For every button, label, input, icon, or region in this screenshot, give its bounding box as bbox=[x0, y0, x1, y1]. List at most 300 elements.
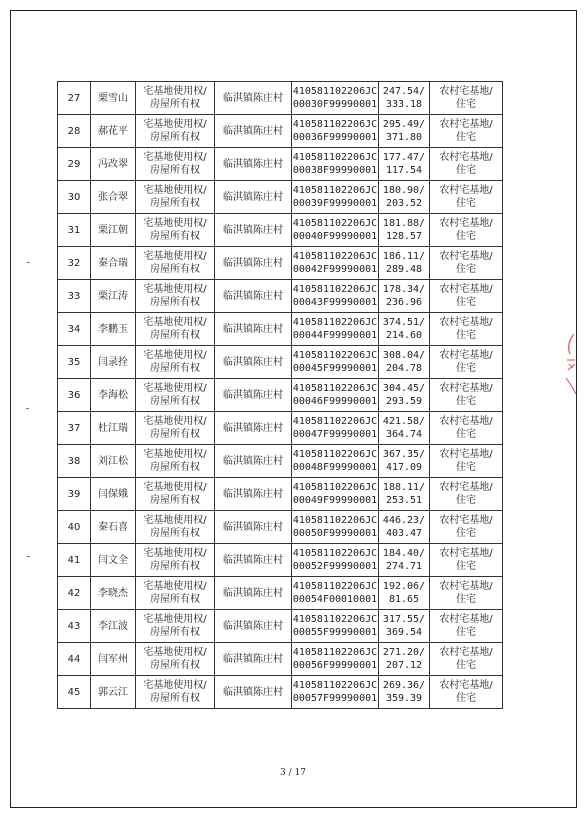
right-type-cell-line: 房屋所有权 bbox=[150, 627, 200, 638]
usage-cell bbox=[430, 412, 503, 445]
area-cell bbox=[379, 445, 430, 478]
area-cell-line: 446.23/ bbox=[382, 515, 426, 526]
unit-code-cell-line: 410581102206JC bbox=[292, 383, 378, 394]
right-type-cell-line: 房屋所有权 bbox=[150, 132, 200, 143]
row-number-cell: 37 bbox=[58, 412, 91, 445]
right-type-cell-line: 房屋所有权 bbox=[150, 363, 200, 374]
area-cell-line: 274.71 bbox=[385, 561, 423, 572]
area-cell-line: 204.78 bbox=[385, 363, 423, 374]
area-cell-line: 308.04/ bbox=[382, 350, 426, 361]
right-type-cell-line: 宅基地使用权/ bbox=[143, 251, 207, 262]
location-cell: 临淇镇陈庄村 bbox=[215, 214, 292, 247]
right-type-cell-line: 宅基地使用权/ bbox=[143, 581, 207, 592]
usage-cell bbox=[430, 82, 503, 115]
right-type-cell bbox=[136, 544, 215, 577]
location-cell: 临淇镇陈庄村 bbox=[215, 82, 292, 115]
usage-cell-line: 农村宅基地/ bbox=[439, 86, 493, 97]
area-cell-line: 192.06/ bbox=[382, 581, 426, 592]
area-cell bbox=[379, 643, 430, 676]
unit-code-cell bbox=[292, 544, 379, 577]
owner-name-cell: 郝花平 bbox=[91, 115, 136, 148]
unit-code-cell bbox=[292, 247, 379, 280]
usage-cell-line: 住宅 bbox=[456, 198, 476, 209]
usage-cell bbox=[430, 280, 503, 313]
right-type-cell-line: 宅基地使用权/ bbox=[143, 218, 207, 229]
area-cell bbox=[379, 577, 430, 610]
location-cell: 临淇镇陈庄村 bbox=[215, 577, 292, 610]
unit-code-cell bbox=[292, 676, 379, 709]
row-number-cell: 30 bbox=[58, 181, 91, 214]
unit-code-cell-line: 00044F99990001 bbox=[292, 330, 378, 341]
unit-code-cell-line: 00054F00010001 bbox=[292, 594, 378, 605]
right-type-cell-line: 宅基地使用权/ bbox=[143, 482, 207, 493]
usage-cell bbox=[430, 544, 503, 577]
unit-code-cell-line: 00030F99990001 bbox=[292, 99, 378, 110]
unit-code-cell-line: 410581102206JC bbox=[292, 218, 378, 229]
area-cell-line: 177.47/ bbox=[382, 152, 426, 163]
area-cell-line: 364.74 bbox=[385, 429, 423, 440]
row-number-cell: 39 bbox=[58, 478, 91, 511]
right-type-cell bbox=[136, 280, 215, 313]
right-type-cell-line: 宅基地使用权/ bbox=[143, 680, 207, 691]
area-cell bbox=[379, 247, 430, 280]
unit-code-cell bbox=[292, 511, 379, 544]
row-number-cell: 27 bbox=[58, 82, 91, 115]
table-row bbox=[58, 544, 503, 577]
usage-cell-line: 农村宅基地/ bbox=[439, 383, 493, 394]
usage-cell-line: 农村宅基地/ bbox=[439, 251, 493, 262]
page-number: 3 / 17 bbox=[280, 768, 306, 778]
area-cell-line: 271.20/ bbox=[382, 647, 426, 658]
area-cell-line: 333.18 bbox=[385, 99, 423, 110]
unit-code-cell bbox=[292, 181, 379, 214]
usage-cell bbox=[430, 214, 503, 247]
row-number-cell: 45 bbox=[58, 676, 91, 709]
table-row bbox=[58, 511, 503, 544]
usage-cell bbox=[430, 181, 503, 214]
location-cell: 临淇镇陈庄村 bbox=[215, 115, 292, 148]
area-cell bbox=[379, 544, 430, 577]
right-type-cell-line: 房屋所有权 bbox=[150, 495, 200, 506]
unit-code-cell-line: 00052F99990001 bbox=[292, 561, 378, 572]
area-cell bbox=[379, 610, 430, 643]
scan-mark bbox=[27, 556, 30, 557]
right-type-cell-line: 房屋所有权 bbox=[150, 594, 200, 605]
right-type-cell-line: 房屋所有权 bbox=[150, 561, 200, 572]
unit-code-cell-line: 410581102206JC bbox=[292, 515, 378, 526]
area-cell bbox=[379, 676, 430, 709]
right-type-cell bbox=[136, 82, 215, 115]
area-cell bbox=[379, 148, 430, 181]
owner-name-cell: 李晓杰 bbox=[91, 577, 136, 610]
usage-cell-line: 住宅 bbox=[456, 495, 476, 506]
owner-name-cell: 郭云江 bbox=[91, 676, 136, 709]
location-cell: 临淇镇陈庄村 bbox=[215, 544, 292, 577]
owner-name-cell: 闫军州 bbox=[91, 643, 136, 676]
unit-code-cell bbox=[292, 577, 379, 610]
usage-cell-line: 农村宅基地/ bbox=[439, 548, 493, 559]
right-type-cell-line: 房屋所有权 bbox=[150, 330, 200, 341]
usage-cell bbox=[430, 115, 503, 148]
area-cell-line: 184.40/ bbox=[382, 548, 426, 559]
right-type-cell-line: 房屋所有权 bbox=[150, 528, 200, 539]
right-type-cell-line: 宅基地使用权/ bbox=[143, 383, 207, 394]
usage-cell-line: 住宅 bbox=[456, 693, 476, 704]
usage-cell-line: 农村宅基地/ bbox=[439, 581, 493, 592]
row-number-cell: 28 bbox=[58, 115, 91, 148]
usage-cell-line: 住宅 bbox=[456, 462, 476, 473]
usage-cell-line: 农村宅基地/ bbox=[439, 614, 493, 625]
usage-cell-line: 住宅 bbox=[456, 165, 476, 176]
right-type-cell bbox=[136, 676, 215, 709]
area-cell-line: 295.49/ bbox=[382, 119, 426, 130]
owner-name-cell: 闫保娥 bbox=[91, 478, 136, 511]
unit-code-cell-line: 00048F99990001 bbox=[292, 462, 378, 473]
unit-code-cell-line: 00055F99990001 bbox=[292, 627, 378, 638]
scan-mark bbox=[26, 408, 29, 409]
right-type-cell-line: 房屋所有权 bbox=[150, 99, 200, 110]
usage-cell bbox=[430, 610, 503, 643]
table-row bbox=[58, 379, 503, 412]
unit-code-cell-line: 410581102206JC bbox=[292, 350, 378, 361]
table-row bbox=[58, 148, 503, 181]
right-type-cell bbox=[136, 214, 215, 247]
right-type-cell-line: 房屋所有权 bbox=[150, 264, 200, 275]
area-cell-line: 421.58/ bbox=[382, 416, 426, 427]
right-type-cell bbox=[136, 379, 215, 412]
area-cell bbox=[379, 115, 430, 148]
right-type-cell-line: 房屋所有权 bbox=[150, 231, 200, 242]
unit-code-cell-line: 410581102206JC bbox=[292, 185, 378, 196]
right-type-cell bbox=[136, 478, 215, 511]
unit-code-cell-line: 410581102206JC bbox=[292, 416, 378, 427]
owner-name-cell: 闫文全 bbox=[91, 544, 136, 577]
location-cell: 临淇镇陈庄村 bbox=[215, 280, 292, 313]
usage-cell-line: 住宅 bbox=[456, 132, 476, 143]
unit-code-cell-line: 410581102206JC bbox=[292, 548, 378, 559]
usage-cell-line: 农村宅基地/ bbox=[439, 185, 493, 196]
area-cell-line: 178.34/ bbox=[382, 284, 426, 295]
area-cell-line: 371.80 bbox=[385, 132, 423, 143]
usage-cell bbox=[430, 478, 503, 511]
location-cell: 临淇镇陈庄村 bbox=[215, 478, 292, 511]
location-cell: 临淇镇陈庄村 bbox=[215, 610, 292, 643]
area-cell-line: 317.55/ bbox=[382, 614, 426, 625]
unit-code-cell-line: 410581102206JC bbox=[292, 647, 378, 658]
owner-name-cell: 栗江涛 bbox=[91, 280, 136, 313]
owner-name-cell: 李鹏玉 bbox=[91, 313, 136, 346]
unit-code-cell-line: 00047F99990001 bbox=[292, 429, 378, 440]
right-type-cell bbox=[136, 115, 215, 148]
area-cell bbox=[379, 379, 430, 412]
right-type-cell-line: 宅基地使用权/ bbox=[143, 152, 207, 163]
unit-code-cell-line: 00046F99990001 bbox=[292, 396, 378, 407]
owner-name-cell: 刘江松 bbox=[91, 445, 136, 478]
usage-cell-line: 农村宅基地/ bbox=[439, 152, 493, 163]
table-row bbox=[58, 610, 503, 643]
table-row bbox=[58, 280, 503, 313]
right-type-cell-line: 宅基地使用权/ bbox=[143, 119, 207, 130]
right-type-cell bbox=[136, 610, 215, 643]
right-type-cell-line: 宅基地使用权/ bbox=[143, 185, 207, 196]
area-cell-line: 207.12 bbox=[385, 660, 423, 671]
unit-code-cell-line: 00039F99990001 bbox=[292, 198, 378, 209]
unit-code-cell-line: 00036F99990001 bbox=[292, 132, 378, 143]
usage-cell-line: 住宅 bbox=[456, 561, 476, 572]
location-cell: 临淇镇陈庄村 bbox=[215, 247, 292, 280]
row-number-cell: 36 bbox=[58, 379, 91, 412]
area-cell-line: 180.90/ bbox=[382, 185, 426, 196]
area-cell-line: 403.47 bbox=[385, 528, 423, 539]
area-cell-line: 186.11/ bbox=[382, 251, 426, 262]
unit-code-cell-line: 00045F99990001 bbox=[292, 363, 378, 374]
usage-cell bbox=[430, 247, 503, 280]
area-cell bbox=[379, 181, 430, 214]
area-cell-line: 253.51 bbox=[385, 495, 423, 506]
usage-cell bbox=[430, 313, 503, 346]
right-type-cell-line: 房屋所有权 bbox=[150, 693, 200, 704]
table-row bbox=[58, 412, 503, 445]
area-cell bbox=[379, 511, 430, 544]
area-cell-line: 417.09 bbox=[385, 462, 423, 473]
row-number-cell: 41 bbox=[58, 544, 91, 577]
usage-cell-line: 农村宅基地/ bbox=[439, 515, 493, 526]
area-cell-line: 269.36/ bbox=[382, 680, 426, 691]
table-row bbox=[58, 577, 503, 610]
unit-code-cell-line: 00042F99990001 bbox=[292, 264, 378, 275]
usage-cell-line: 住宅 bbox=[456, 330, 476, 341]
unit-code-cell-line: 00050F99990001 bbox=[292, 528, 378, 539]
table-row bbox=[58, 181, 503, 214]
unit-code-cell-line: 410581102206JC bbox=[292, 284, 378, 295]
area-cell-line: 359.39 bbox=[385, 693, 423, 704]
area-cell bbox=[379, 280, 430, 313]
table-row bbox=[58, 445, 503, 478]
usage-cell-line: 住宅 bbox=[456, 528, 476, 539]
usage-cell bbox=[430, 676, 503, 709]
right-type-cell-line: 房屋所有权 bbox=[150, 198, 200, 209]
right-type-cell bbox=[136, 181, 215, 214]
right-type-cell-line: 宅基地使用权/ bbox=[143, 284, 207, 295]
area-cell-line: 214.60 bbox=[385, 330, 423, 341]
right-type-cell-line: 房屋所有权 bbox=[150, 429, 200, 440]
area-cell-line: 374.51/ bbox=[382, 317, 426, 328]
unit-code-cell-line: 410581102206JC bbox=[292, 251, 378, 262]
unit-code-cell bbox=[292, 643, 379, 676]
unit-code-cell bbox=[292, 412, 379, 445]
right-type-cell bbox=[136, 643, 215, 676]
usage-cell bbox=[430, 148, 503, 181]
unit-code-cell-line: 410581102206JC bbox=[292, 449, 378, 460]
usage-cell bbox=[430, 643, 503, 676]
owner-name-cell: 栗江朝 bbox=[91, 214, 136, 247]
location-cell: 临淇镇陈庄村 bbox=[215, 346, 292, 379]
area-cell-line: 236.96 bbox=[385, 297, 423, 308]
unit-code-cell bbox=[292, 379, 379, 412]
usage-cell bbox=[430, 379, 503, 412]
row-number-cell: 43 bbox=[58, 610, 91, 643]
records-table bbox=[57, 81, 503, 709]
row-number-cell: 40 bbox=[58, 511, 91, 544]
row-number-cell: 31 bbox=[58, 214, 91, 247]
location-cell: 临淇镇陈庄村 bbox=[215, 412, 292, 445]
area-cell-line: 81.65 bbox=[388, 594, 420, 605]
unit-code-cell bbox=[292, 445, 379, 478]
unit-code-cell bbox=[292, 214, 379, 247]
row-number-cell: 44 bbox=[58, 643, 91, 676]
unit-code-cell-line: 00038F99990001 bbox=[292, 165, 378, 176]
unit-code-cell-line: 410581102206JC bbox=[292, 152, 378, 163]
unit-code-cell-line: 410581102206JC bbox=[292, 614, 378, 625]
location-cell: 临淇镇陈庄村 bbox=[215, 313, 292, 346]
usage-cell-line: 农村宅基地/ bbox=[439, 680, 493, 691]
right-type-cell-line: 房屋所有权 bbox=[150, 165, 200, 176]
unit-code-cell-line: 00049F99990001 bbox=[292, 495, 378, 506]
unit-code-cell-line: 410581102206JC bbox=[292, 482, 378, 493]
right-type-cell bbox=[136, 445, 215, 478]
unit-code-cell bbox=[292, 313, 379, 346]
usage-cell bbox=[430, 577, 503, 610]
usage-cell-line: 农村宅基地/ bbox=[439, 317, 493, 328]
row-number-cell: 34 bbox=[58, 313, 91, 346]
table-row bbox=[58, 643, 503, 676]
right-type-cell-line: 宅基地使用权/ bbox=[143, 548, 207, 559]
usage-cell-line: 农村宅基地/ bbox=[439, 218, 493, 229]
location-cell: 临淇镇陈庄村 bbox=[215, 445, 292, 478]
area-cell-line: 289.48 bbox=[385, 264, 423, 275]
area-cell-line: 304.45/ bbox=[382, 383, 426, 394]
unit-code-cell-line: 410581102206JC bbox=[292, 86, 378, 97]
usage-cell-line: 住宅 bbox=[456, 429, 476, 440]
location-cell: 临淇镇陈庄村 bbox=[215, 148, 292, 181]
right-type-cell bbox=[136, 346, 215, 379]
right-type-cell-line: 宅基地使用权/ bbox=[143, 350, 207, 361]
area-cell-line: 203.52 bbox=[385, 198, 423, 209]
area-cell-line: 128.57 bbox=[385, 231, 423, 242]
location-cell: 临淇镇陈庄村 bbox=[215, 181, 292, 214]
usage-cell bbox=[430, 346, 503, 379]
owner-name-cell: 李江波 bbox=[91, 610, 136, 643]
right-type-cell-line: 宅基地使用权/ bbox=[143, 515, 207, 526]
location-cell: 临淇镇陈庄村 bbox=[215, 511, 292, 544]
unit-code-cell-line: 00043F99990001 bbox=[292, 297, 378, 308]
records-table-body bbox=[58, 82, 503, 709]
row-number-cell: 42 bbox=[58, 577, 91, 610]
row-number-cell: 33 bbox=[58, 280, 91, 313]
usage-cell bbox=[430, 445, 503, 478]
area-cell-line: 117.54 bbox=[385, 165, 423, 176]
usage-cell-line: 住宅 bbox=[456, 297, 476, 308]
table-row bbox=[58, 115, 503, 148]
unit-code-cell-line: 00056F99990001 bbox=[292, 660, 378, 671]
area-cell bbox=[379, 478, 430, 511]
unit-code-cell bbox=[292, 346, 379, 379]
location-cell: 临淇镇陈庄村 bbox=[215, 643, 292, 676]
right-type-cell-line: 宅基地使用权/ bbox=[143, 317, 207, 328]
usage-cell-line: 农村宅基地/ bbox=[439, 416, 493, 427]
table-row bbox=[58, 346, 503, 379]
unit-code-cell-line: 410581102206JC bbox=[292, 581, 378, 592]
unit-code-cell bbox=[292, 610, 379, 643]
right-type-cell bbox=[136, 148, 215, 181]
table-row bbox=[58, 214, 503, 247]
row-number-cell: 38 bbox=[58, 445, 91, 478]
area-cell-line: 293.59 bbox=[385, 396, 423, 407]
right-type-cell bbox=[136, 247, 215, 280]
right-type-cell-line: 宅基地使用权/ bbox=[143, 449, 207, 460]
unit-code-cell bbox=[292, 148, 379, 181]
owner-name-cell: 冯改翠 bbox=[91, 148, 136, 181]
usage-cell-line: 农村宅基地/ bbox=[439, 119, 493, 130]
owner-name-cell: 秦石喜 bbox=[91, 511, 136, 544]
area-cell-line: 369.54 bbox=[385, 627, 423, 638]
usage-cell-line: 农村宅基地/ bbox=[439, 647, 493, 658]
right-type-cell-line: 宅基地使用权/ bbox=[143, 86, 207, 97]
table-row bbox=[58, 82, 503, 115]
table-row bbox=[58, 247, 503, 280]
unit-code-cell-line: 410581102206JC bbox=[292, 680, 378, 691]
owner-name-cell: 秦合瑞 bbox=[91, 247, 136, 280]
row-number-cell: 32 bbox=[58, 247, 91, 280]
area-cell-line: 367.35/ bbox=[382, 449, 426, 460]
usage-cell-line: 农村宅基地/ bbox=[439, 284, 493, 295]
unit-code-cell bbox=[292, 280, 379, 313]
area-cell bbox=[379, 412, 430, 445]
right-type-cell bbox=[136, 577, 215, 610]
unit-code-cell-line: 410581102206JC bbox=[292, 119, 378, 130]
table-row bbox=[58, 313, 503, 346]
unit-code-cell bbox=[292, 478, 379, 511]
right-type-cell bbox=[136, 313, 215, 346]
right-type-cell-line: 房屋所有权 bbox=[150, 462, 200, 473]
right-type-cell bbox=[136, 511, 215, 544]
right-type-cell-line: 房屋所有权 bbox=[150, 660, 200, 671]
unit-code-cell-line: 00040F99990001 bbox=[292, 231, 378, 242]
row-number-cell: 35 bbox=[58, 346, 91, 379]
location-cell: 临淇镇陈庄村 bbox=[215, 676, 292, 709]
usage-cell-line: 农村宅基地/ bbox=[439, 350, 493, 361]
usage-cell-line: 住宅 bbox=[456, 660, 476, 671]
unit-code-cell bbox=[292, 115, 379, 148]
row-number-cell: 29 bbox=[58, 148, 91, 181]
unit-code-cell bbox=[292, 82, 379, 115]
area-cell-line: 181.88/ bbox=[382, 218, 426, 229]
table-row bbox=[58, 478, 503, 511]
usage-cell-line: 住宅 bbox=[456, 363, 476, 374]
right-type-cell-line: 宅基地使用权/ bbox=[143, 614, 207, 625]
table-row bbox=[58, 676, 503, 709]
area-cell bbox=[379, 346, 430, 379]
scan-mark bbox=[27, 262, 30, 263]
usage-cell-line: 住宅 bbox=[456, 264, 476, 275]
unit-code-cell-line: 410581102206JC bbox=[292, 317, 378, 328]
usage-cell bbox=[430, 511, 503, 544]
usage-cell-line: 住宅 bbox=[456, 99, 476, 110]
area-cell-line: 188.11/ bbox=[382, 482, 426, 493]
usage-cell-line: 住宅 bbox=[456, 231, 476, 242]
right-type-cell-line: 房屋所有权 bbox=[150, 396, 200, 407]
red-stamp-edge bbox=[560, 330, 582, 400]
usage-cell-line: 住宅 bbox=[456, 627, 476, 638]
right-type-cell-line: 房屋所有权 bbox=[150, 297, 200, 308]
usage-cell-line: 住宅 bbox=[456, 396, 476, 407]
owner-name-cell: 闫录拴 bbox=[91, 346, 136, 379]
owner-name-cell: 杜江瑞 bbox=[91, 412, 136, 445]
right-type-cell-line: 宅基地使用权/ bbox=[143, 647, 207, 658]
area-cell-line: 247.54/ bbox=[382, 86, 426, 97]
area-cell bbox=[379, 214, 430, 247]
area-cell bbox=[379, 313, 430, 346]
